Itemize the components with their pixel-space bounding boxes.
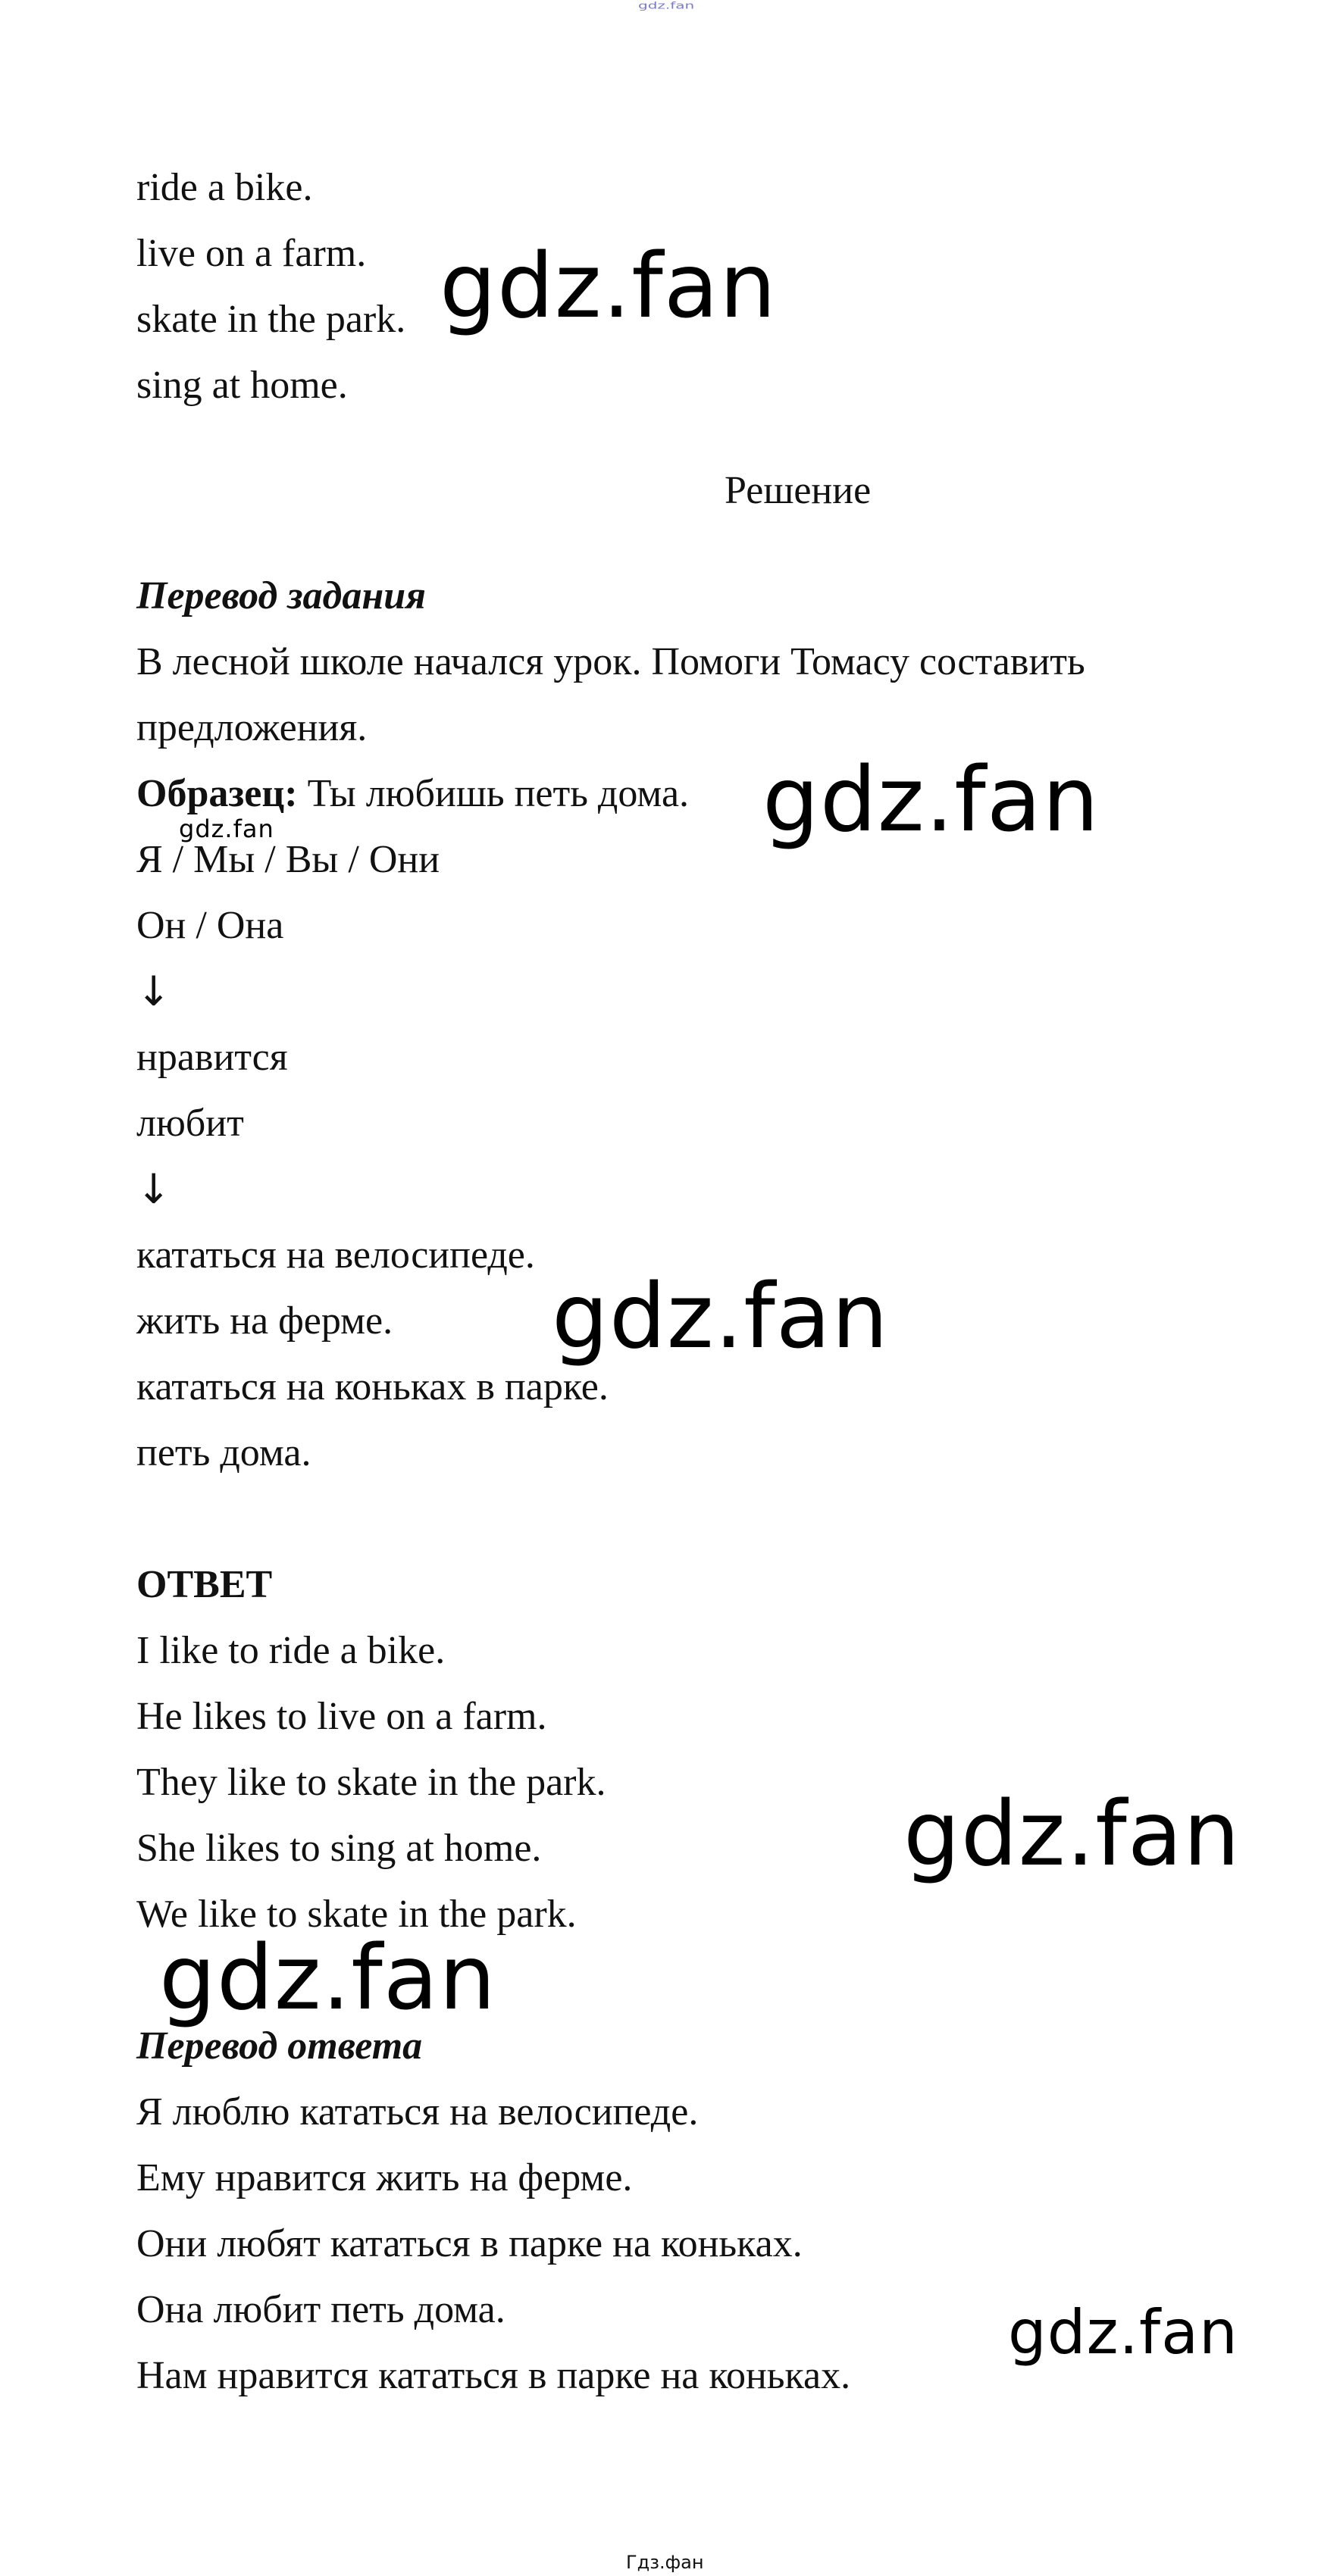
watermark: gdz.fan	[1008, 2297, 1238, 2368]
answer-heading: ОТВЕТ	[136, 1563, 273, 1606]
watermark: gdz.fan	[440, 233, 777, 338]
page-footer: Гдз.фан	[626, 2552, 704, 2573]
answer-line: She likes to sing at home.	[136, 1827, 542, 1870]
down-arrow-icon: ↓	[136, 968, 171, 1015]
verb-option: любит	[136, 1102, 244, 1145]
task-option: ride a bike.	[136, 166, 313, 209]
task-option: sing at home.	[136, 364, 348, 407]
answer-translation-line: Она любит петь дома.	[136, 2288, 505, 2331]
answer-line: We like to skate in the park.	[136, 1893, 577, 1936]
watermark: gdz.fan	[159, 1925, 496, 2030]
task-option: skate in the park.	[136, 298, 406, 341]
translation-heading: Перевод задания	[136, 574, 426, 617]
task-option: live on a farm.	[136, 232, 367, 275]
activity-option: кататься на коньках в парке.	[136, 1365, 609, 1408]
watermark: gdz.fan	[552, 1264, 889, 1368]
example-line	[136, 771, 689, 817]
pronouns-line: Я / Мы / Вы / Они	[136, 838, 440, 881]
example-text: Ты любишь петь дома.	[297, 772, 690, 815]
answer-translation-line: Нам нравится кататься в парке на коньках.	[136, 2354, 851, 2397]
watermark: gdz.fan	[903, 1781, 1241, 1886]
translation-text: В лесной школе начался урок. Помоги Томасу составить	[136, 640, 1085, 683]
answer-line: He likes to live on a farm.	[136, 1695, 547, 1738]
answer-translation-heading: Перевод ответа	[136, 2024, 423, 2068]
activity-option: петь дома.	[136, 1431, 311, 1474]
down-arrow-icon: ↓	[136, 1165, 171, 1213]
answer-translation-line: Ему нравится жить на ферме.	[136, 2156, 633, 2199]
translation-text: предложения.	[136, 706, 368, 749]
watermark: gdz.fan	[762, 747, 1100, 852]
activity-option: кататься на велосипеде.	[136, 1233, 535, 1277]
top-watermark: gdz.fan	[638, 0, 695, 11]
answer-line: I like to ride a bike.	[136, 1629, 446, 1672]
pronouns-line: Он / Она	[136, 904, 284, 947]
answer-translation-line: Я люблю кататься на велосипеде.	[136, 2090, 699, 2134]
watermark: gdz.fan	[179, 814, 274, 843]
answer-line: They like to skate in the park.	[136, 1761, 606, 1804]
activity-option: жить на ферме.	[136, 1299, 393, 1343]
solution-heading: Решение	[725, 469, 872, 512]
answer-translation-line: Они любят кататься в парке на коньках.	[136, 2222, 803, 2265]
verb-option: нравится	[136, 1036, 288, 1079]
example-label: Образец:	[136, 772, 298, 815]
